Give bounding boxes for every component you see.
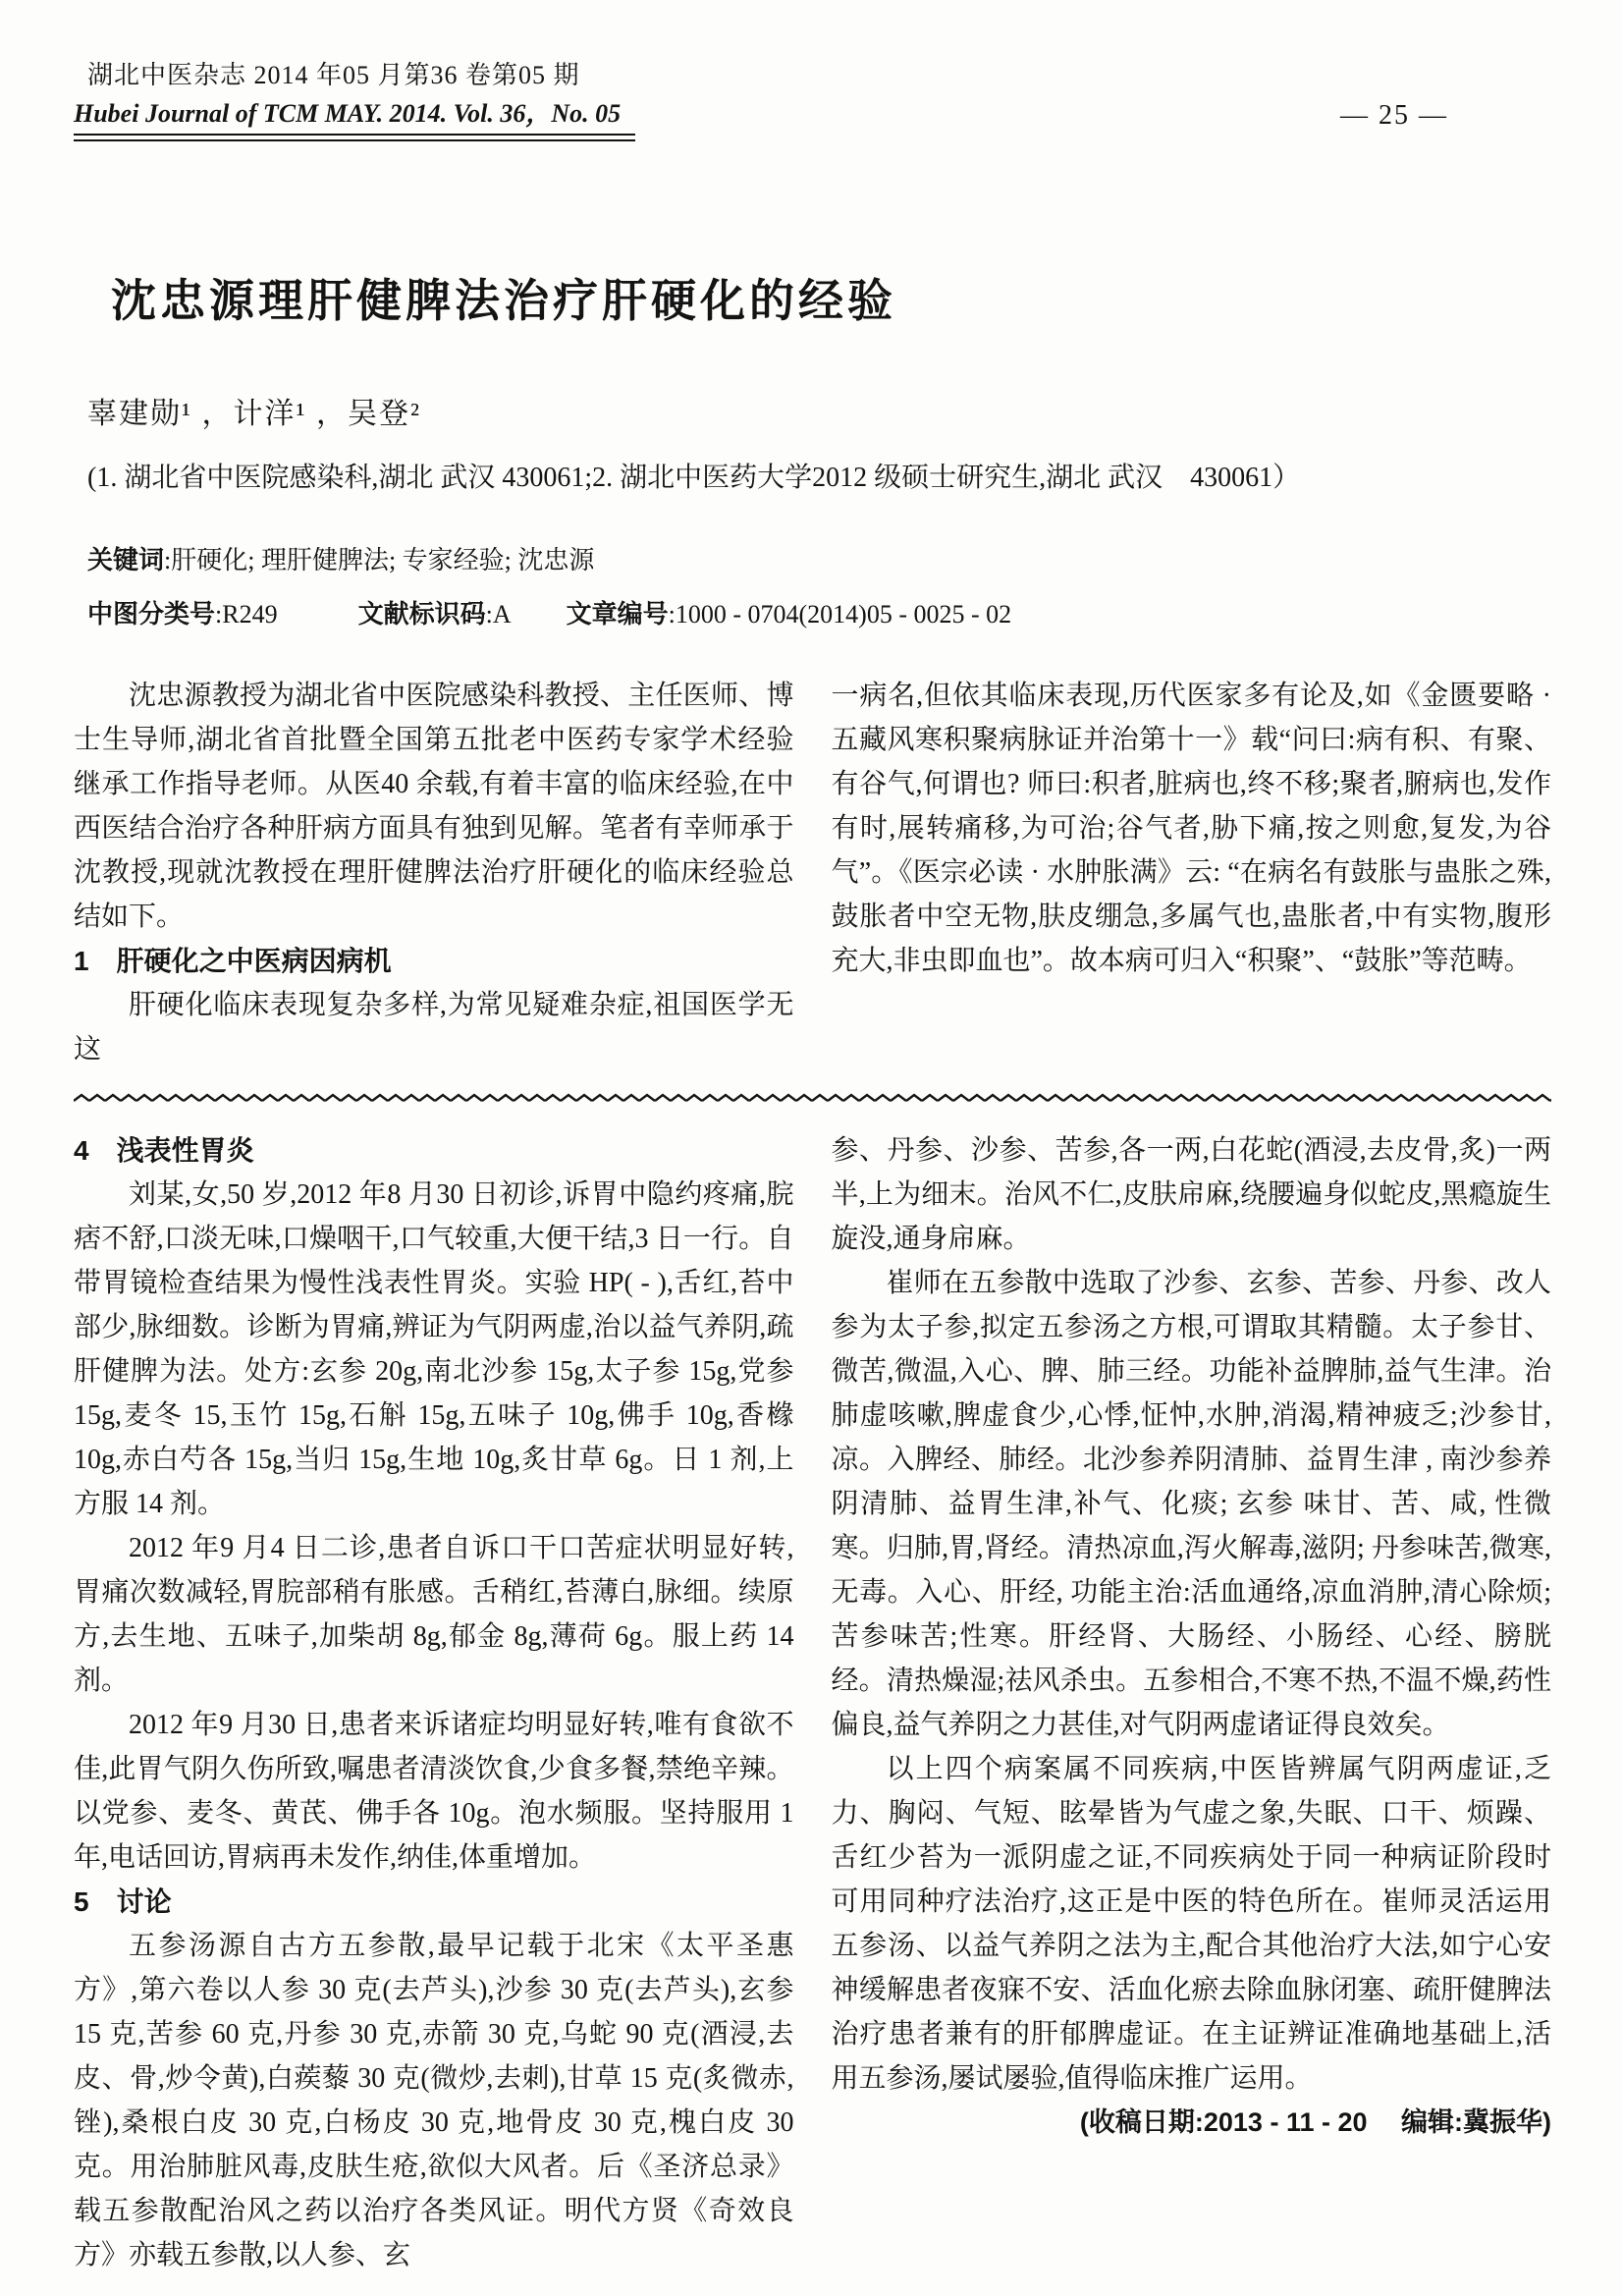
meta-line xyxy=(74,594,1551,630)
bottom-left-column xyxy=(74,1128,794,2277)
section-4-heading: 4 浅表性胃炎 xyxy=(74,1135,254,1166)
doc-code-value: :A xyxy=(485,600,512,629)
top-two-column-section xyxy=(74,674,1551,1071)
article-id-label: 文章编号 xyxy=(566,599,669,629)
page-number: — 25 — xyxy=(1340,100,1448,131)
discussion-paragraph-2: 崔师在五参散中选取了沙参、玄参、苦参、丹参、改人参为太子参,拟定五参汤之方根,可谓取其精髓。太子参甘、微苦,微温,入心、脾、肺三经。功能补益脾肺,益气生津。治肺虚咳嗽,脾虚食少,心悸,怔忡,水肿,消渴,精神疲乏;沙参甘,凉。入脾经、肺经。北沙参养阴清肺、益胃生津 , 南沙参养阴清肺、益胃生津,补气、化痰; 玄参 味甘、苦、咸, 性微寒。归肺,胃,肾经。清热凉血,泻火解毒,滋阴; 丹参味苦,微寒,无毒。入心、肝经, 功能主治:活血通络,凉血消肿,清心除烦;苦参味苦;性寒。肝经肾、大肠经、小肠经、心经、膀胱经。清热燥湿;祛风杀虫。五参相合,不寒不热,不温不燥,药性偏良,益气养阴之力甚佳,对气阴两虚诸证得良效矣。 xyxy=(831,1268,1551,1740)
zigzag-line xyxy=(74,1091,1551,1105)
case-paragraph-3: 2012 年9 月30 日,患者来诉诸症均明显好转,唯有食欲不佳,此胃气阴久伤所致,嘱患者清淡饮食,少食多餐,禁绝辛辣。以党参、麦冬、黄芪、佛手各 10g。泡水频服。坚持服用 1 年,电话回访,胃病再未发作,纳佳,体重增加。 xyxy=(74,1710,794,1873)
discussion-paragraph-3: 以上四个病案属不同疾病,中医皆辨属气阴两虚证,乏力、胸闷、气短、眩晕皆为气虚之象,失眠、口干、烦躁、舌红少苔为一派阴虚之证,不同疾病处于同一种病证阶段时可用同种疗法治疗,这正是中医的特色所在。崔师灵活运用五参汤、以益气养阴之法为主,配合其他治疗大法,如宁心安神缓解患者夜寐不安、活血化瘀去除血脉闭塞、疏肝健脾法治疗患者兼有的肝郁脾虚证。在主证辨证准确地基础上,活用五参汤,屡试屡验,值得临床推广运用。 xyxy=(831,1754,1551,2094)
journal-title-en: Hubei Journal of TCM MAY. 2014. Vol. 36，No. 05 xyxy=(74,99,622,128)
top-left-column xyxy=(74,674,794,1071)
section-1-heading: 1 肝硬化之中医病因病机 xyxy=(74,946,392,976)
keywords-value: :肝硬化; 理肝健脾法; 专家经验; 沈忠源 xyxy=(164,546,595,574)
bottom-right-column xyxy=(832,1128,1552,2277)
bottom-two-column-section xyxy=(74,1128,1551,2277)
top-right-column xyxy=(832,674,1552,1071)
clc-item xyxy=(87,594,278,630)
doc-code-label: 文献标识码 xyxy=(357,599,486,629)
article-id-value: :1000 - 0704(2014)05 - 0025 - 02 xyxy=(668,600,1012,629)
keywords-line xyxy=(74,540,1551,576)
journal-title-cn: 湖北中医杂志 2014 年05 月第36 卷第05 期 xyxy=(87,61,580,89)
case-paragraph-1: 刘某,女,50 岁,2012 年8 月30 日初诊,诉胃中隐约疼痛,脘痞不舒,口淡无味,口燥咽干,口气较重,大便干结,3 日一行。自带胃镜检查结果为慢性浅表性胃炎。实验 HP( - ),舌红,苔中部少,脉细数。诊断为胃痛,辨证为气阴两虚,治以益气养阴,疏肝健脾为法。处方:玄参 20g,南北沙参 15g,太子参 15g,党参15g,麦冬 15,玉竹 15g,石斛 15g,五味子 10g,佛手 10g,香橼 10g,赤白芍各 15g,当归 15g,生地 10g,炙甘草 6g。日 1 剂,上方服 14 剂。 xyxy=(74,1179,794,1519)
author-line: 辜建勋¹ ，计洋¹ ，吴登² xyxy=(87,398,421,430)
keywords-label: 关键词 xyxy=(87,545,165,574)
page-header xyxy=(74,55,1551,141)
clc-label: 中图分类号 xyxy=(87,599,216,629)
wavy-divider xyxy=(74,1091,1551,1105)
header-double-rule xyxy=(74,134,635,141)
section-5-heading: 5 讨论 xyxy=(74,1886,172,1917)
case-paragraph-2: 2012 年9 月4 日二诊,患者自诉口干口苦症状明显好转,胃痛次数减轻,胃脘部稍有胀感。舌稍红,苔薄白,脉细。续原方,去生地、五味子,加柴胡 8g,郁金 8g,薄荷 6g。服上药 14 剂。 xyxy=(74,1533,794,1696)
section-1-continuation-paragraph: 一病名,但依其临床表现,历代医家多有论及,如《金匮要略 · 五藏风寒积聚病脉证并治第十一》载“问曰:病有积、有聚、有谷气,何谓也? 师曰:积者,脏病也,终不移;聚者,腑病也,发作有时,展转痛移,为可治;谷气者,胁下痛,按之则愈,复发,为谷气”。《医宗必读 · 水肿胀满》云: “在病名有鼓胀与蛊胀之殊,鼓胀者中空无物,肤皮绷急,多属气也,蛊胀者,中有实物,腹形充大,非虫即血也”。故本病可归入“积聚”、“鼓胀”等范畴。 xyxy=(831,681,1551,976)
clc-value: :R249 xyxy=(215,600,278,629)
affiliation-line: (1. 湖北省中医院感染科,湖北 武汉 430061;2. 湖北中医药大学2012 级硕士研究生,湖北 武汉 430061） xyxy=(87,463,1301,493)
intro-paragraph: 沈忠源教授为湖北省中医院感染科教授、主任医师、博士生导师,湖北省首批暨全国第五批老中医药专家学术经验继承工作指导老师。从医40 余载,有着丰富的临床经验,在中西医结合治疗各种肝病方面具有独到见解。笔者有幸师承于沈教授,现就沈教授在理肝健脾法治疗肝硬化的临床经验总结如下。 xyxy=(74,681,794,932)
article-id-item xyxy=(567,594,1012,630)
doc-code-item xyxy=(358,594,512,630)
received-date-line: (收稿日期:2013 - 11 - 20 编辑:冀振华) xyxy=(1079,2107,1551,2137)
section-1-paragraph: 肝硬化临床表现复杂多样,为常见疑难杂症,祖国医学无这 xyxy=(74,990,794,1065)
journal-masthead xyxy=(74,55,635,141)
discussion-continuation-paragraph: 参、丹参、沙参、苦参,各一两,白花蛇(酒浸,去皮骨,炙)一两半,上为细末。治风不仁,皮肤帍麻,绕腰遍身似蛇皮,黑瘾旋生旋没,通身帍麻。 xyxy=(831,1135,1551,1254)
discussion-paragraph-1: 五参汤源自古方五参散,最早记载于北宋《太平圣惠方》,第六卷以人参 30 克(去芦头),沙参 30 克(去芦头),玄参 15 克,苦参 60 克,丹参 30 克,赤箭 30 克,乌蛇 90 克(酒浸,去皮、骨,炒令黄),白蒺藜 30 克(微炒,去刺),甘草 15 克(炙微赤,锉),桑根白皮 30 克,白杨皮 30 克,地骨皮 30 克,槐白皮 30 克。用治肺脏风毒,皮肤生疮,欲似大风者。后《圣济总录》载五参散配治风之药以治疗各类风证。明代方贤《奇效良方》亦载五参散,以人参、玄 xyxy=(74,1931,794,2270)
article-title: 沈忠源理肝健脾法治疗肝硬化的经验 xyxy=(111,275,896,326)
